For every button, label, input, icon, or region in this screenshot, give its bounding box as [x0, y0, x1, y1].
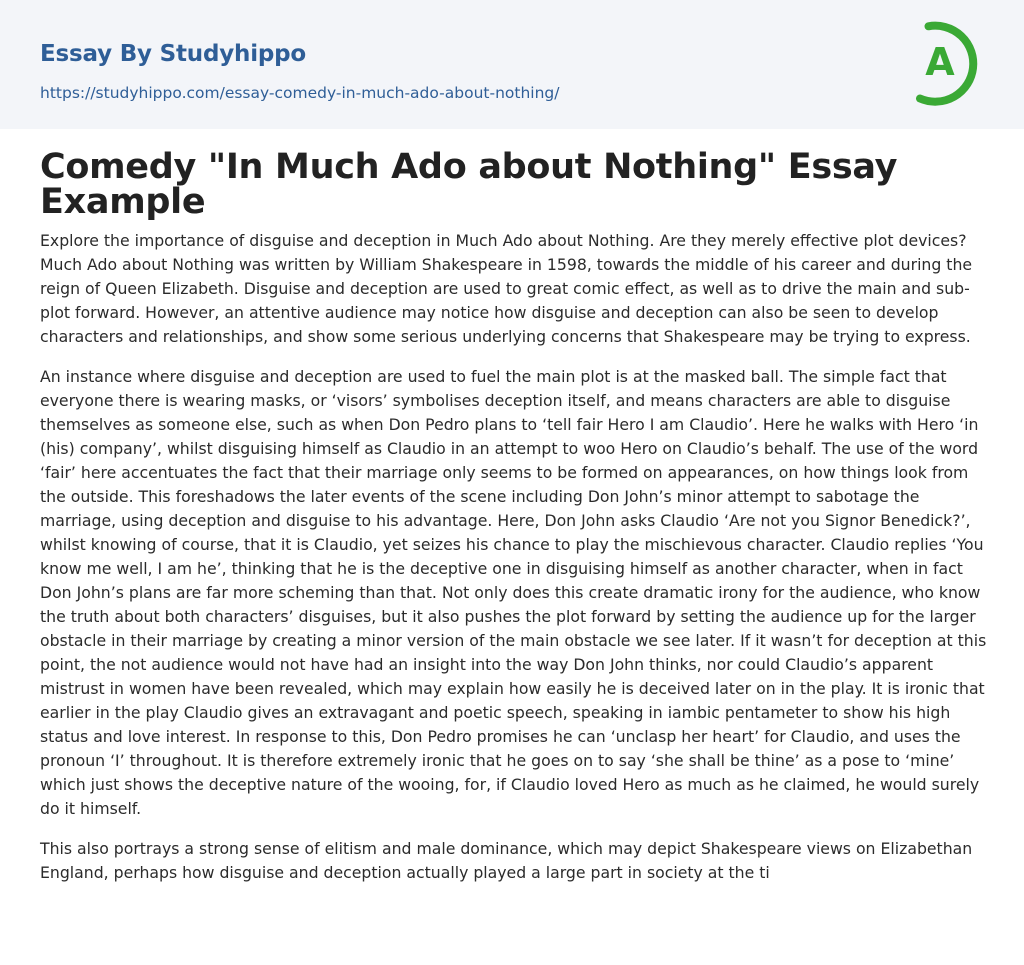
logo-ring-icon: [912, 18, 988, 106]
essay-url-link[interactable]: https://studyhippo.com/essay-comedy-in-much-ado-about-nothing/: [40, 84, 560, 102]
logo-letter: A: [925, 40, 955, 84]
site-brand[interactable]: Essay By Studyhippo: [40, 41, 307, 67]
essay-body: [40, 229, 988, 901]
essay-paragraph: This also portrays a strong sense of elitism and male dominance, which may depict Shakespeare views on Elizabethan England, perhaps how disguise and deception actually played a large part in society at the ti: [40, 839, 973, 882]
site-header: [0, 0, 1024, 129]
essay-paragraph: Explore the importance of disguise and deception in Much Ado about Nothing. Are they merely effective plot devices? Much Ado about Nothing was written by William Shakespeare in 1598, towards the middle of his career and during the reign of Queen Elizabeth. Disguise and deception are used to great comic effect, as well as to drive the main and sub-plot forward. However, an attentive audience may notice how disguise and deception can also be seen to develop characters and relationships, and show some serious underlying concerns that Shakespeare may be trying to express.: [40, 231, 973, 346]
page-title: Comedy "In Much Ado about Nothing" Essay Example: [40, 147, 898, 222]
studyhippo-logo[interactable]: [912, 18, 988, 106]
essay-paragraph: An instance where disguise and deception are used to fuel the main plot is at the masked ball. The simple fact that everyone there is wearing masks, or ‘visors’ symbolises deception itself, and means characters are able to disguise themselves as someone else, such as when Don Pedro plans to ‘tell fair Hero I am Claudio’. Here he walks with Hero ‘in (his) company’, whilst disguising himself as Claudio in an attempt to woo Hero on Claudio’s behalf. The use of the word ‘fair’ here accentuates the fact that their marriage only seems to be formed on appearances, on how things look from the outside. This foreshadows the later events of the scene including Don John’s minor attempt to sabotage the marriage, using deception and disguise to his advantage. Here, Don John asks Claudio ‘Are not you Signor Benedick?’, whilst knowing of course, that it is Claudio, yet seizes his chance to play the mischievous character. Claudio replies ‘You know me well, I am he’, thinking that he is the deceptive one in disguising himself as another character, when in fact Don John’s plans are far more scheming than that. Not only does this create dramatic irony for the audience, who know the truth about both characters’ disguises, but it also pushes the plot forward by setting the audience up for the larger obstacle in their marriage by creating a minor version of the main obstacle we see later. If it wasn’t for deception at this point, the not audience would not have had an insight into the way Don John thinks, nor could Claudio’s apparent mistrust in women have been revealed, which may explain how easily he is deceived later on in the play. It is ironic that earlier in the play Claudio gives an extravagant and poetic speech, speaking in iambic pentameter to show his high status and love interest. In response to this, Don Pedro promises he can ‘unclasp her heart’ for Claudio, and uses the pronoun ‘I’ throughout. It is therefore extremely ironic that he goes on to say ‘she shall be thine’ as a pose to ‘mine’ which just shows the deceptive nature of the wooing, for, if Claudio loved Hero as much as he claimed, he would surely do it himself.: [40, 367, 987, 818]
